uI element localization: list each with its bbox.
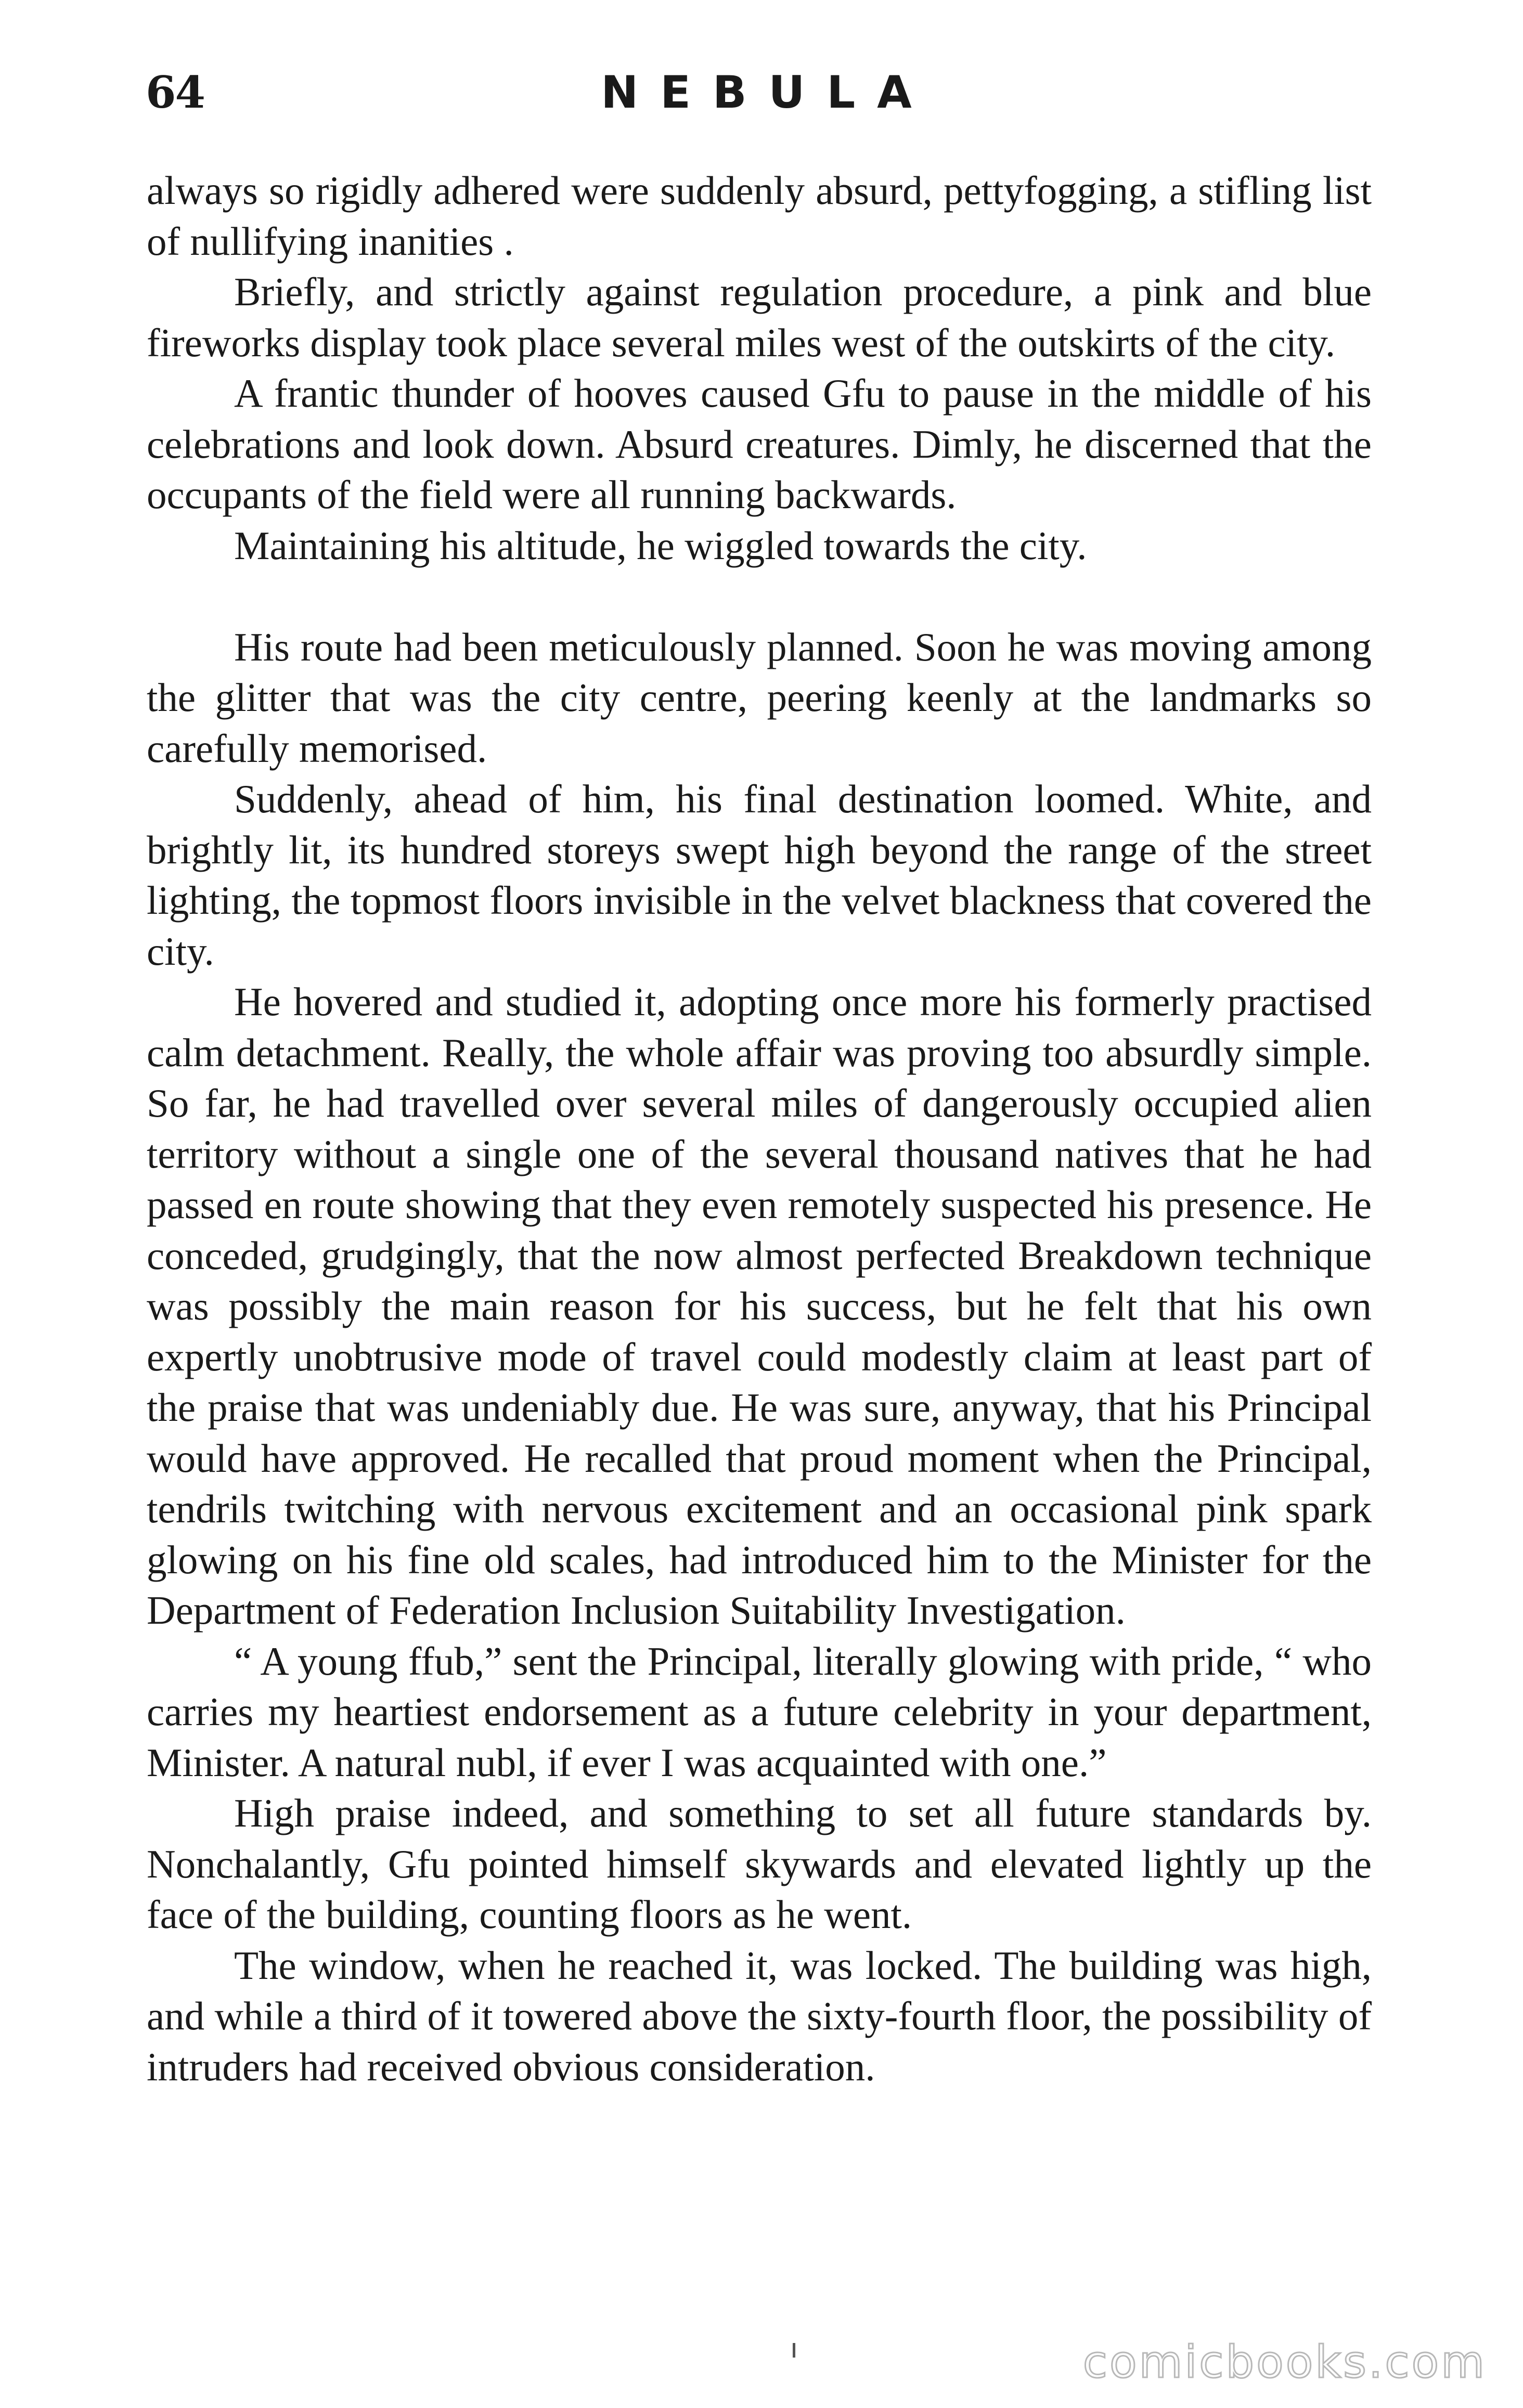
paragraph: Maintaining his altitude, he wiggled towards the city. bbox=[234, 523, 1087, 568]
paragraph: A frantic thunder of hooves caused Gfu to pause in the middle of his celebrations and look down. Absurd creatures. Dimly, he discerned that the occupants of the field were all running backwards. bbox=[147, 371, 1372, 517]
paragraph: His route had been meticulously planned. Soon he was moving among the glitter that was the city centre, peering keenly at the landmarks so carefully memorised. bbox=[147, 624, 1372, 771]
paragraph: Suddenly, ahead of him, his final destination loomed. White, and brightly lit, its hundred storeys swept high beyond the range of the street lighting, the topmost floors invisible in the velvet blackness that covered the city. bbox=[147, 776, 1372, 974]
watermark: comicbooks.com bbox=[1082, 2336, 1487, 2388]
page-header bbox=[146, 57, 1367, 130]
running-title: NEBULA bbox=[601, 67, 934, 119]
paragraph: The window, when he reached it, was locked. The building was high, and while a third of it towered above the sixty-fourth floor, the possibility of intruders had received obvious consideration. bbox=[147, 1943, 1372, 2089]
paragraph: Briefly, and strictly against regulation procedure, a pink and blue fireworks display took place several miles west of the outskirts of the city. bbox=[147, 269, 1372, 365]
paragraph: He hovered and studied it, adopting once more his formerly practised calm detachment. Really, the whole affair was proving too absurdly simple. So far, he had travelled over several miles of dangerously occupied alien territory without a single one of the several thousand natives that he had passed en route showing that they even remotely suspected his presence. He conceded, grudgingly, that the now almost perfected Breakdown technique was possibly the main reason for his success, but he felt that his own expertly unobtrusive mode of travel could modestly claim at least part of the praise that was undeniably due. He was sure, anyway, that his Principal would have approved. He recalled that proud moment when the Principal, tendrils twitching with nervous excitement and an occasional pink spark glowing on his fine old scales, had introduced him to the Minister for the Department of Federation Inclusion Suitability Investigation. bbox=[147, 979, 1372, 1633]
paragraph: High praise indeed, and something to set all future standards by. Nonchalantly, Gfu pointed himself skywards and elevated lightly up the face of the building, counting floors as he went. bbox=[147, 1791, 1372, 1937]
print-mark bbox=[793, 2343, 795, 2358]
paragraph: “ A young ffub,” sent the Principal, literally glowing with pride, “ who carries my heartiest endorsement as a future celebrity in your department, Minister. A natural nubl, if ever I was acquainted with one.” bbox=[147, 1638, 1372, 1785]
page-number: 64 bbox=[146, 67, 204, 118]
body-text bbox=[147, 165, 1372, 2092]
paragraph: always so rigidly adhered were suddenly absurd, pettyfogging, a stifling list of nullifying inanities . bbox=[147, 168, 1372, 264]
